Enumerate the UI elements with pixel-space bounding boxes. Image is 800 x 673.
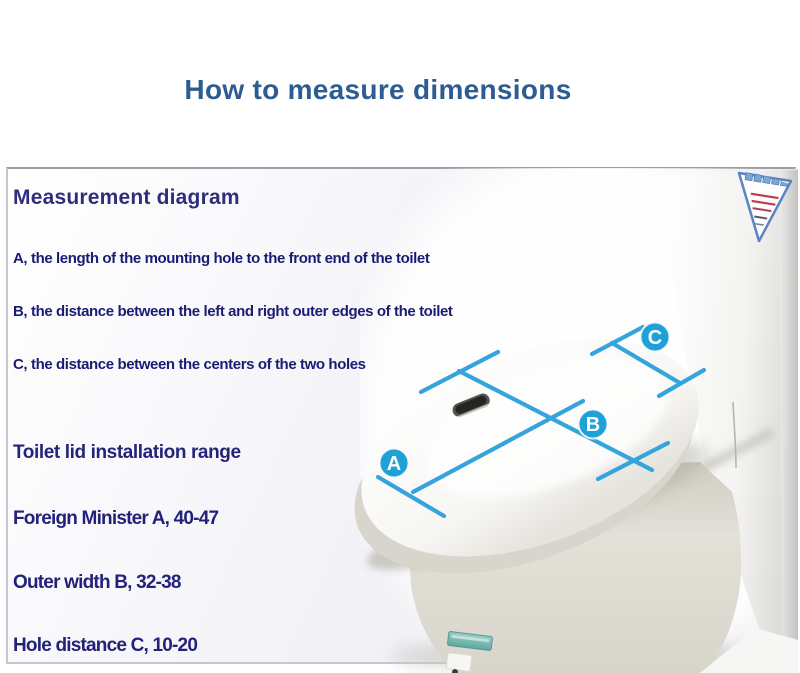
label-b-badge — [579, 410, 608, 439]
toilet-photo — [350, 165, 800, 673]
range-foreign-minister-a: Foreign Minister A, 40-47 — [13, 508, 219, 529]
tank-side-shading — [779, 170, 798, 640]
label-c-text: C — [647, 327, 663, 349]
label-a-text: A — [386, 453, 402, 475]
definition-b: B, the distance between the left and right outer edges of the toilet — [13, 303, 453, 320]
label-b-text: B — [585, 414, 601, 436]
definition-c: C, the distance between the centers of the two holes — [13, 356, 366, 373]
label-c-badge — [641, 323, 670, 352]
page-title: How to measure dimensions — [184, 74, 572, 105]
label-a-badge — [380, 449, 409, 478]
measurement-panel — [6, 167, 796, 664]
base-sticker-white — [446, 653, 472, 672]
range-outer-width-b: Outer width B, 32-38 — [13, 572, 181, 593]
range-heading: Toilet lid installation range — [13, 442, 241, 463]
panel-heading: Measurement diagram — [13, 186, 240, 209]
range-hole-distance-c: Hole distance C, 10-20 — [13, 635, 198, 656]
definition-a: A, the length of the mounting hole to the front end of the toilet — [13, 250, 430, 267]
